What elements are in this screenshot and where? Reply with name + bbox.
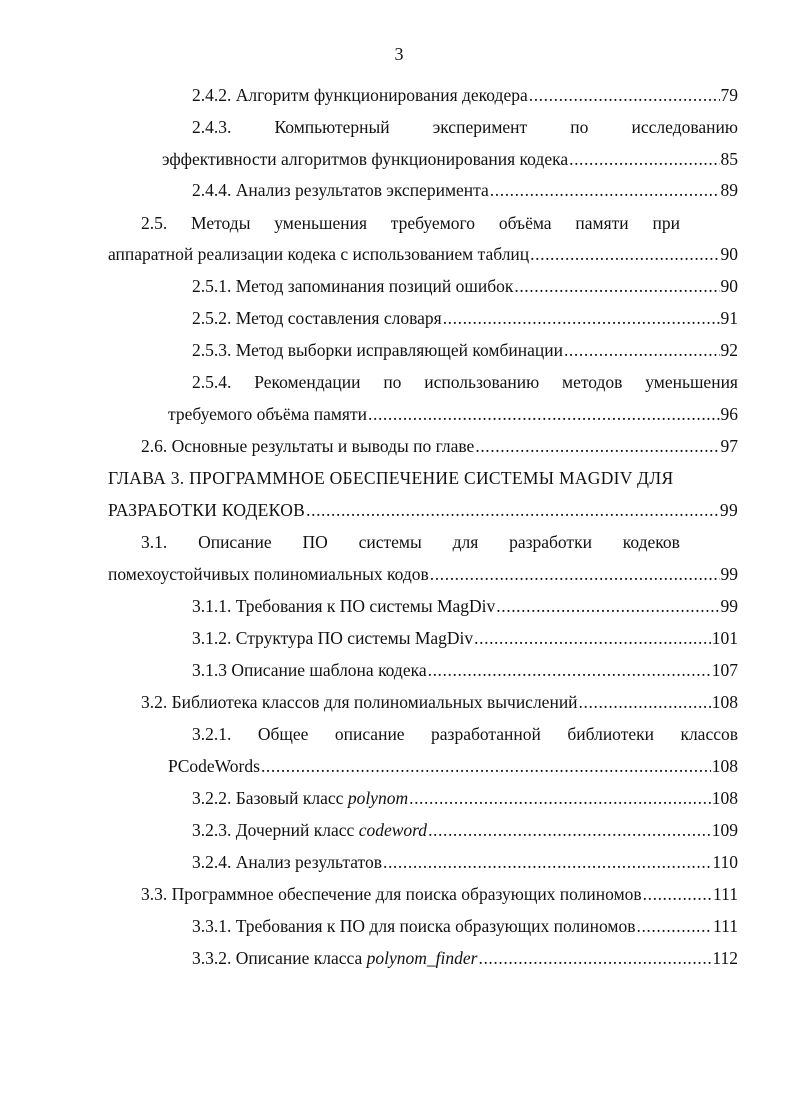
toc-number: 2.5.2. xyxy=(192,308,232,328)
dot-leader xyxy=(514,274,719,298)
toc-entry-3-2[interactable] xyxy=(141,690,738,714)
toc-word: классов xyxy=(680,724,738,744)
toc-entry-3-2-4[interactable] xyxy=(192,850,738,874)
toc-word: Общее xyxy=(257,724,309,744)
class-name: polynom_finder xyxy=(366,948,478,968)
toc-title: Базовый класс xyxy=(235,788,344,808)
toc-entry-2-5-line1[interactable] xyxy=(141,211,680,235)
toc-page: 112 xyxy=(712,948,738,968)
toc-word: Компьютерный xyxy=(274,117,390,137)
toc-page: 108 xyxy=(711,692,738,712)
dot-leader xyxy=(478,946,711,970)
toc-number: 2.5.4. xyxy=(192,372,232,392)
toc-number: 3.1.3 xyxy=(192,660,227,680)
toc-title: Программное обеспечение для поиска образующих полиномов xyxy=(171,884,642,904)
dot-leader xyxy=(409,786,711,810)
toc-number: 3.2.3. xyxy=(192,820,232,840)
toc-page: 99 xyxy=(720,564,738,584)
toc-word: объёма xyxy=(498,213,552,233)
toc-word: эксперимент xyxy=(432,117,528,137)
toc-number: 3.3.1. xyxy=(192,916,232,936)
toc-title: требуемого объёма памяти xyxy=(168,404,367,424)
dot-leader xyxy=(579,690,711,714)
toc-page: 108 xyxy=(711,788,738,808)
toc-page: 90 xyxy=(720,244,738,264)
toc-word: уменьшения xyxy=(274,213,367,233)
toc-title: Библиотека классов для полиномиальных вычислений xyxy=(171,692,578,712)
toc-title: Требования к ПО для поиска образующих полиномов xyxy=(235,916,636,936)
toc-entry-3-1-3[interactable] xyxy=(192,658,738,682)
dot-leader xyxy=(636,914,712,938)
toc-page: 79 xyxy=(720,85,738,105)
toc-number: 3.2.4. xyxy=(192,852,232,872)
dot-leader xyxy=(430,562,720,586)
toc-title: Структура ПО системы MagDiv xyxy=(235,628,474,648)
toc-word: Описание xyxy=(198,532,272,552)
toc-word: требуемого xyxy=(390,213,476,233)
toc-entry-2-5-3[interactable] xyxy=(192,338,738,362)
dot-leader xyxy=(496,594,719,618)
toc-entry-3-3-1[interactable] xyxy=(192,914,738,938)
toc-word: методов xyxy=(562,372,623,392)
toc-entry-3-1-line2[interactable] xyxy=(108,562,738,586)
dot-leader xyxy=(564,338,720,362)
toc-page: 111 xyxy=(713,916,738,936)
toc-word: кодеков xyxy=(622,532,680,552)
toc-title: Основные результаты и выводы по главе xyxy=(171,436,475,456)
toc-entry-2-4-3-line2[interactable] xyxy=(162,147,738,171)
dot-leader xyxy=(643,882,712,906)
toc-word: Методы xyxy=(191,213,251,233)
toc-number: 3.1. xyxy=(141,532,168,552)
toc-word: Рекомендации xyxy=(254,372,361,392)
toc-entry-3-1-line1[interactable] xyxy=(141,530,680,554)
dot-leader xyxy=(529,83,720,107)
toc-entry-3-2-3[interactable] xyxy=(192,818,738,842)
toc-number: 2.4.2. xyxy=(192,85,232,105)
toc-word: системы xyxy=(358,532,422,552)
class-name: codeword xyxy=(358,820,428,840)
toc-page: 91 xyxy=(720,308,738,328)
toc-page: 110 xyxy=(712,852,738,872)
toc-chapter-3-line1[interactable] xyxy=(108,466,738,490)
toc-title: Метод составления словаря xyxy=(235,308,442,328)
toc-page: 85 xyxy=(720,149,738,169)
dot-leader xyxy=(368,402,720,426)
toc-title: Анализ результатов эксперимента xyxy=(235,180,489,200)
toc-entry-3-2-2[interactable] xyxy=(192,786,738,810)
toc-page: 101 xyxy=(711,628,738,648)
dot-leader xyxy=(569,147,719,171)
toc-entry-2-5-line2[interactable] xyxy=(108,242,738,266)
class-name: polynom xyxy=(347,788,409,808)
toc-entry-2-5-4-line2[interactable] xyxy=(168,402,738,426)
dot-leader xyxy=(428,818,711,842)
chapter-title: ГЛАВА 3. ПРОГРАММНОЕ ОБЕСПЕЧЕНИЕ СИСТЕМЫ MAGDIV ДЛЯ xyxy=(108,468,674,488)
toc-word: разработки xyxy=(509,532,592,552)
toc-page: 92 xyxy=(720,340,738,360)
toc-page: 96 xyxy=(720,404,738,424)
toc-title: Описание класса xyxy=(235,948,363,968)
toc-entry-3-2-1-line1[interactable] xyxy=(192,722,738,746)
toc-number: 2.5.3. xyxy=(192,340,232,360)
toc-entry-3-2-1-line2[interactable] xyxy=(168,754,738,778)
toc-number: 3.1.1. xyxy=(192,596,232,616)
dot-leader xyxy=(530,242,719,266)
toc-title: Дочерний класс xyxy=(235,820,355,840)
toc-title: помехоустойчивых полиномиальных кодов xyxy=(108,564,429,584)
toc-word: при xyxy=(652,213,680,233)
toc-page: 107 xyxy=(711,660,738,680)
toc-chapter-3-line2[interactable] xyxy=(108,498,738,522)
toc-page: 97 xyxy=(720,436,738,456)
toc-entry-2-5-2[interactable] xyxy=(192,306,738,330)
toc-number: 3.2.2. xyxy=(192,788,232,808)
toc-entry-2-5-4-line1[interactable] xyxy=(192,370,738,394)
toc-page: 99 xyxy=(720,596,738,616)
toc-entry-2-4-2[interactable] xyxy=(192,83,738,107)
toc-number: 2.4.4. xyxy=(192,180,232,200)
toc-word: использованию xyxy=(424,372,540,392)
toc-entry-3-3[interactable] xyxy=(141,882,738,906)
dot-leader xyxy=(306,498,719,522)
toc-title: Алгоритм функционирования декодера xyxy=(235,85,528,105)
toc-page: 111 xyxy=(713,884,738,904)
toc-word: по xyxy=(570,117,589,137)
toc-entry-2-4-3-line1[interactable] xyxy=(192,115,738,139)
toc-title: Описание шаблона кодека xyxy=(231,660,427,680)
dot-leader xyxy=(383,850,711,874)
toc-number: 2.5. xyxy=(141,213,168,233)
dot-leader xyxy=(443,306,720,330)
toc-number: 3.2. xyxy=(141,692,168,712)
toc-number: 2.4.3. xyxy=(192,117,232,137)
dot-leader xyxy=(261,754,711,778)
toc-word: разработанной xyxy=(431,724,541,744)
toc-entry-2-6[interactable] xyxy=(141,434,738,458)
toc-title: Метод выборки исправляющей комбинации xyxy=(235,340,563,360)
toc-entry-2-4-4[interactable] xyxy=(192,178,738,202)
dot-leader xyxy=(475,434,719,458)
toc-number: 3.3.2. xyxy=(192,948,232,968)
toc-word: для xyxy=(452,532,479,552)
toc-number: 3.3. xyxy=(141,884,168,904)
dot-leader xyxy=(474,626,711,650)
toc-number: 3.2.1. xyxy=(192,724,232,744)
toc-title: эффективности алгоритмов функционирования кодека xyxy=(162,149,569,169)
toc-number: 3.1.2. xyxy=(192,628,232,648)
toc-number: 2.6. xyxy=(141,436,168,456)
chapter-title: РАЗРАБОТКИ КОДЕКОВ xyxy=(108,500,306,520)
toc-number: 2.5.1. xyxy=(192,276,232,296)
dot-leader xyxy=(490,178,720,202)
toc-word: описание xyxy=(334,724,405,744)
toc-word: памяти xyxy=(575,213,629,233)
toc-page: 109 xyxy=(711,820,738,840)
toc-page: 89 xyxy=(720,180,738,200)
toc-word: ПО xyxy=(302,532,328,552)
toc-title: Метод запоминания позиций ошибок xyxy=(235,276,514,296)
toc-title: аппаратной реализации кодека с использованием таблиц xyxy=(108,244,530,264)
dot-leader xyxy=(428,658,711,682)
toc-entry-2-5-1[interactable] xyxy=(192,274,738,298)
toc-word: библиотеки xyxy=(567,724,654,744)
toc-entry-3-1-1[interactable] xyxy=(192,594,738,618)
toc-word: по xyxy=(383,372,402,392)
toc-page: 99 xyxy=(719,500,738,520)
toc-title: PCodeWords xyxy=(168,756,260,776)
toc-page: 90 xyxy=(720,276,738,296)
toc-title: Анализ результатов xyxy=(235,852,382,872)
toc-title: Требования к ПО системы MagDiv xyxy=(235,596,496,616)
toc-entry-3-1-2[interactable] xyxy=(192,626,738,650)
toc-entry-3-3-2[interactable] xyxy=(192,946,738,970)
toc-word: исследованию xyxy=(631,117,738,137)
toc-page: 108 xyxy=(711,756,738,776)
toc-word: уменьшения xyxy=(645,372,738,392)
page-number: 3 xyxy=(394,44,404,64)
